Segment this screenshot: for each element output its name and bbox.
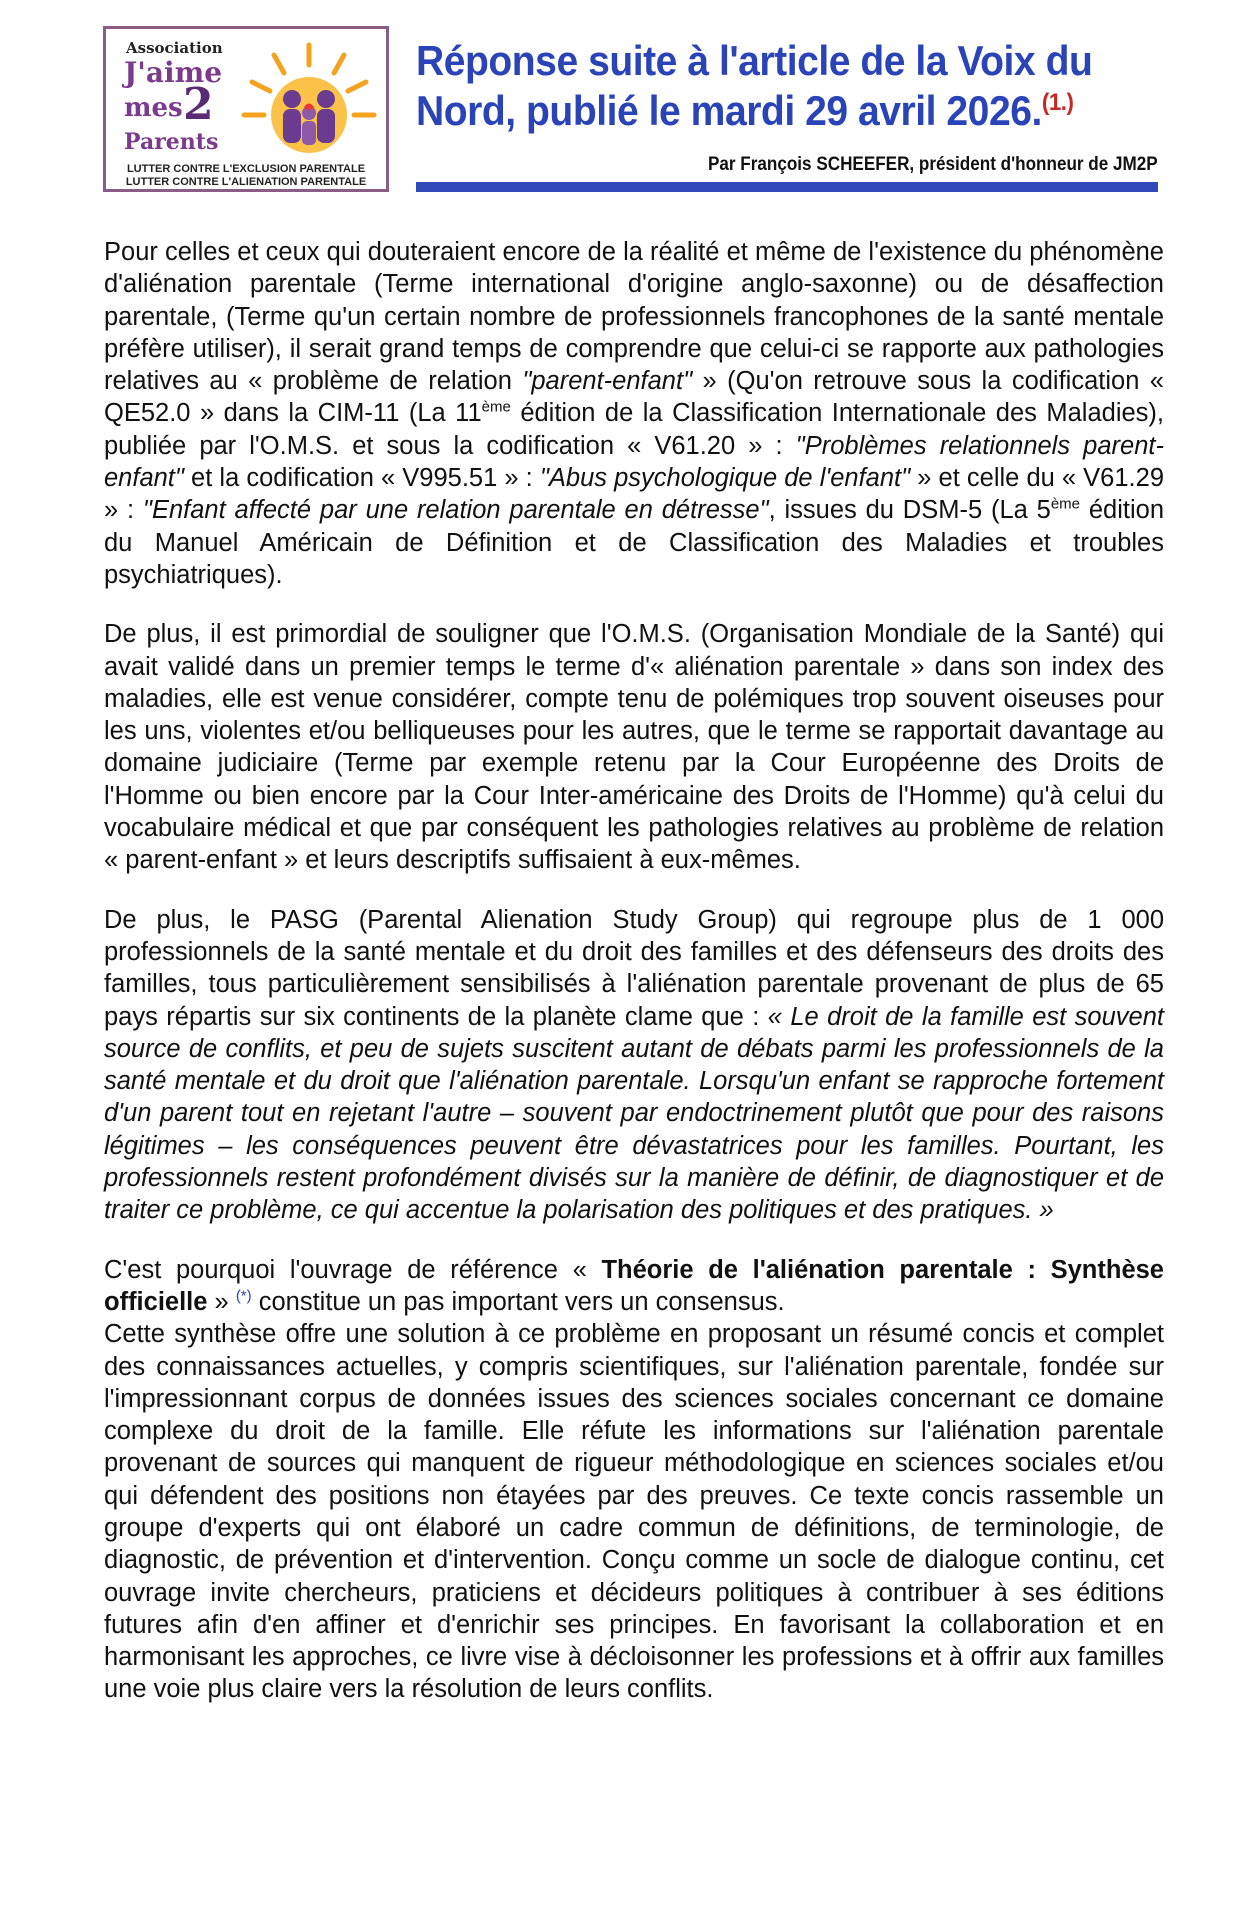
paragraph-2: De plus, il est primordial de souligner que l'O.M.S. (Organisation Mondiale de la Santé) qui avait validé dans un premier temps le terme d'« aliénation parentale » dans son index des maladies, elle est venue considérer, compte tenu de polémiques trop souvent oiseuses pour les uns, violentes et/ou belliqueuses pour les autres, que le terme se rapportait davantage au domaine judiciaire (Terme par exemple retenu par la Cour Européenne des Droits de l'Homme ou bien encore par la Cour Inter-américaine des Droits de l'Homme) qu'à celui du vocabulaire médical et que par conséquent les pathologies relatives au problème de relation « parent-enfant » et leurs descriptifs suffisaient à eux-mêmes. bbox=[104, 620, 1164, 875]
logo-tagline-alienation: LUTTER CONTRE L'ALIENATION PARENTALE bbox=[125, 176, 367, 188]
p1-sup-1: ème bbox=[481, 398, 511, 416]
page-title-text: Réponse suite à l'article de la Voix du Nord, publié le mardi 29 avril 2026. bbox=[416, 37, 1093, 134]
author-byline: Par François SCHEEFER, président d'honneur de JM2P bbox=[708, 154, 1158, 175]
logo-number-two: 2 bbox=[183, 79, 214, 130]
book-title: Théorie de l'aliénation parentale : Synthèse officielle bbox=[104, 1255, 1164, 1316]
paragraph-3 bbox=[104, 904, 1164, 1227]
p1-italic-problemes: "Problèmes relationnels parent-enfant" bbox=[104, 431, 1164, 493]
logo-tagline-exclusion: LUTTER CONTRE L'EXCLUSION PARENTALE bbox=[126, 163, 366, 175]
p3-text-a: De plus, le PASG (Parental Alienation Study Group) qui regroupe plus de 1 000 professionnels de la santé mentale et du droit des familles et des défenseurs des droits des familles, tous particulièrement sensibilisés à l'aliénation parentale provenant de plus de 65 pays répartis sur six continents de la planète clame que : bbox=[104, 905, 1164, 1031]
p1-text-d: édition de la Classification Internationale des Maladies), publiée par l'O.M.S. et sous la codification « V61.20 » : bbox=[104, 399, 1164, 460]
sun-family-icon bbox=[234, 37, 384, 157]
title-footnote-ref: (1.) bbox=[1041, 89, 1074, 116]
logo-parents-text: Parents bbox=[124, 129, 219, 155]
page-title bbox=[416, 36, 1123, 136]
p1-italic-abus: "Abus psychologique de l'enfant" bbox=[539, 464, 911, 493]
article-body bbox=[104, 236, 1164, 1733]
paragraph-4 bbox=[104, 1254, 1164, 1319]
p1-italic-enfant-affecte: "Enfant affecté par une relation parentale en détresse" bbox=[142, 496, 769, 525]
p1-text-c: » (Qu'on retrouve sous la codification « QE52.0 » dans la CIM-11 (La 11 bbox=[104, 367, 1164, 428]
paragraph-1 bbox=[104, 236, 1164, 591]
logo-mes-text: mes bbox=[124, 93, 183, 123]
p1-text-a: Pour celles et ceux qui douteraient encore de la réalité et même de l'existence du phénomène d'aliénation parentale (Terme international d'origine anglo-saxonne) ou de désaffection parentale, (Terme qu'un certain nombre de professionnels francophones de la santé mentale préfère utiliser), il serait grand temps de comprendre que celui-ci se rapporte aux pathologies relatives au « problème de relation bbox=[104, 238, 1164, 396]
logo-association-label: Association bbox=[126, 39, 223, 57]
p1-text-j: , issues du DSM-5 (La 5 bbox=[768, 496, 1051, 525]
logo-jaime-text: J'aime bbox=[124, 56, 223, 89]
p1-sup-2: ème bbox=[1050, 495, 1081, 513]
p1-italic-parent-enfant: "parent-enfant" bbox=[522, 367, 693, 396]
p4-text-b: » bbox=[207, 1287, 236, 1316]
p1-text-h: » et celle du « V61.29 » : bbox=[104, 464, 1164, 525]
p4-text-c: constitue un pas important vers un consensus. bbox=[251, 1287, 785, 1316]
pasg-quote: « Le droit de la famille est souvent source de conflits, et peu de sujets suscitent autant de débats parmi les professionnels de la santé mentale et du droit que l'aliénation parentale. Lorsqu'un enfant se rapproche fortement d'un parent tout en rejetant l'autre – souvent par endoctrinement plutôt que pour des raisons légitimes – les conséquences peuvent être dévastatrices pour les familles. Pourtant, les professionnels restent profondément divisés sur la manière de définir, de diagnostiquer et de traiter ce problème, ce qui accentue la polarisation des politiques et des pratiques. » bbox=[104, 1002, 1164, 1225]
paragraph-5: Cette synthèse offre une solution à ce problème en proposant un résumé concis et complet des connaissances actuelles, y compris scientifiques, sur l'aliénation parentale, fondée sur l'impressionnant corpus de données issues des sciences sociales concernant ce domaine complexe du droit de la famille. Elle réfute les informations sur l'aliénation parentale provenant de sources qui manquent de rigueur méthodologique en sciences sociales et/ou qui défendent des positions non étayées par des preuves. Ce texte concis rassemble un groupe d'experts qui ont élaboré un cadre commun de définitions, de terminologie, de diagnostic, de prévention et d'intervention. Conçu comme un socle de dialogue continu, cet ouvrage invite chercheurs, praticiens et décideurs politiques à contribuer à ses éditions futures afin d'en affiner et d'enrichir ses principes. En favorisant la collaboration et en harmonisant les approches, ce livre vise à décloisonner les professions et à offrir aux familles une voie plus claire vers la résolution de leurs conflits. bbox=[104, 1320, 1164, 1704]
book-footnote-ref: (*) bbox=[235, 1287, 252, 1305]
p4-text-a: C'est pourquoi l'ouvrage de référence « bbox=[104, 1255, 602, 1284]
header-divider bbox=[416, 182, 1158, 192]
p1-text-f: et la codification « V995.51 » : bbox=[183, 464, 540, 493]
p1-text-k: édition du Manuel Américain de Définition et de Classification des Maladies et troubles psychiatriques). bbox=[104, 496, 1164, 589]
association-logo bbox=[103, 26, 389, 192]
